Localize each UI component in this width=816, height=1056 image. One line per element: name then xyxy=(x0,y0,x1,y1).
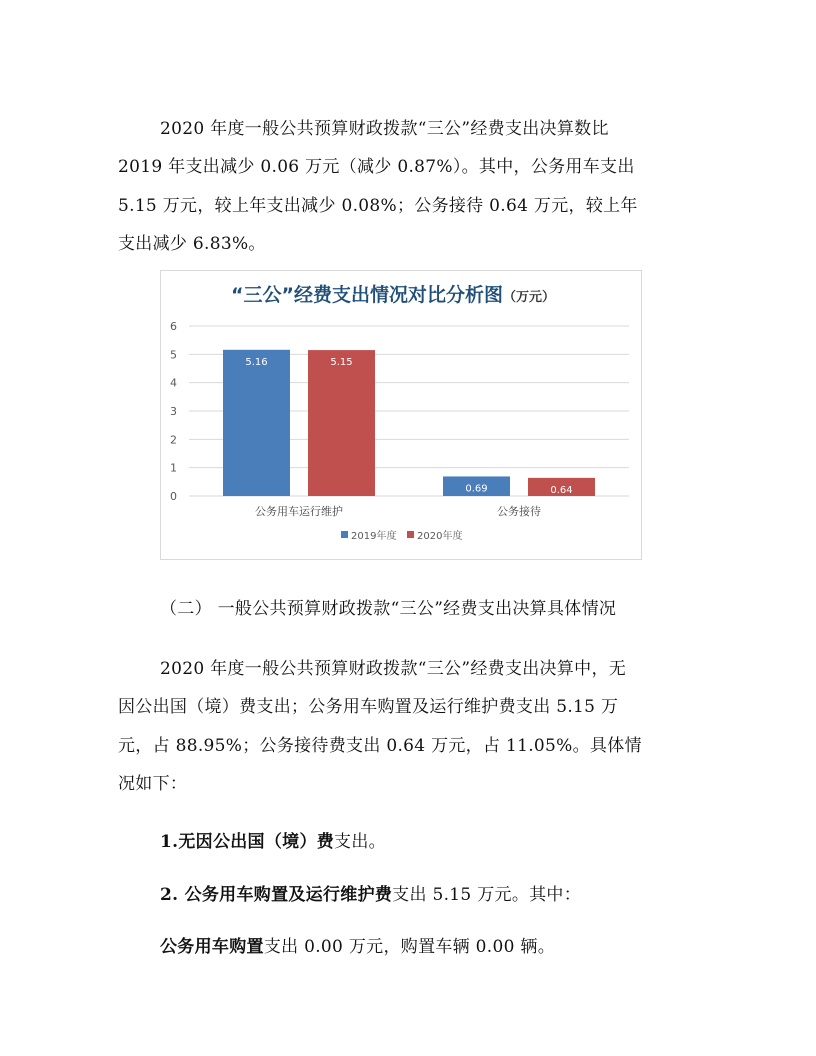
legend-swatch xyxy=(341,531,348,538)
paragraph-line: 元，占 88.95%；公务接待费支出 0.64 万元，占 11.05%。具体情 xyxy=(118,736,642,756)
item-text: 支出 5.15 万元。其中： xyxy=(392,885,582,905)
y-tick-label: 1 xyxy=(170,461,177,475)
data-label: 0.69 xyxy=(465,483,488,495)
data-label: 0.64 xyxy=(550,484,573,496)
bar-chart xyxy=(161,271,641,559)
y-tick-label: 3 xyxy=(170,405,177,418)
bar xyxy=(308,350,375,496)
item-overseas xyxy=(160,827,386,852)
data-label: 5.16 xyxy=(245,356,268,368)
bar xyxy=(223,350,290,496)
paragraph-line: 2020 年度一般公共预算财政拨款“三公”经费支出决算数比 xyxy=(160,119,609,139)
bar-chart-container xyxy=(160,270,642,560)
y-tick-label: 2 xyxy=(170,433,177,447)
item-title: 公务用车购置 xyxy=(160,937,264,957)
item-vehicles xyxy=(160,880,581,905)
legend-label: 2019年度 xyxy=(351,531,397,542)
legend-label: 2020年度 xyxy=(417,531,463,542)
section-heading: （二） 一般公共预算财政拨款“三公”经费支出决算具体情况 xyxy=(160,599,617,619)
y-tick-label: 4 xyxy=(170,376,177,390)
y-tick-label: 6 xyxy=(170,320,177,333)
item-title: 1.无因公出国（境）费 xyxy=(160,832,335,852)
paragraph-line: 5.15 万元，较上年支出减少 0.08%；公务接待 0.64 万元，较上年 xyxy=(118,196,638,216)
item-vehicle-purchase xyxy=(160,932,555,957)
item-text: 支出 0.00 万元，购置车辆 0.00 辆。 xyxy=(263,937,556,957)
paragraph-line: 支出减少 6.83%。 xyxy=(118,234,266,254)
legend-swatch xyxy=(407,531,414,538)
paragraph-line: 因公出国（境）费支出；公务用车购置及运行维护费支出 5.15 万 xyxy=(118,697,619,717)
item-title: 2. 公务用车购置及运行维护费 xyxy=(160,885,393,905)
y-tick-label: 5 xyxy=(170,348,177,362)
y-tick-label: 0 xyxy=(170,490,177,503)
data-label: 5.15 xyxy=(330,357,353,369)
x-tick-label: 公务用车运行维护 xyxy=(255,505,343,518)
x-tick-label: 公务接待 xyxy=(497,505,541,518)
paragraph-line: 2020 年度一般公共预算财政拨款“三公”经费支出决算中，无 xyxy=(160,659,627,679)
chart-title: “三公”经费支出情况对比分析图（万元） xyxy=(231,284,555,306)
paragraph-line: 2019 年支出减少 0.06 万元（减少 0.87%）。其中，公务用车支出 xyxy=(118,157,635,177)
item-text: 支出。 xyxy=(334,832,386,852)
paragraph-line: 况如下： xyxy=(118,774,188,794)
